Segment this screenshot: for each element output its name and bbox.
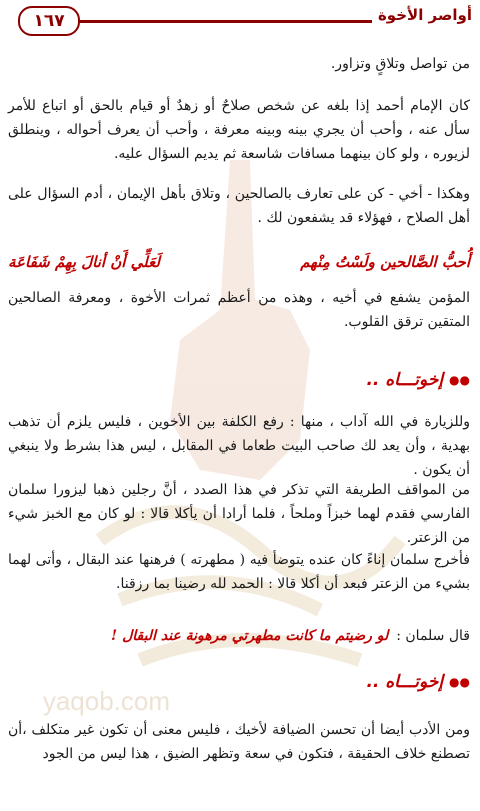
section-heading-1	[366, 370, 470, 390]
paragraph-3: وهكذا - أخي - كن على تعارف بالصالحين ، وتلاق بأهل الإيمان ، أدم السؤال على أهل الصلاح ، فهؤلاء قد يشفعون لك .	[8, 186, 470, 226]
quote-intro: قال سلمان :	[396, 628, 470, 644]
section1-paragraph-2: من المواقف الطريفة التي تذكر في هذا الصدد ، أنَّ رجلين ذهبا ليزورا سلمان الفارسي فقدم لهما خبزاً وملحاً ، فلما أرادا أن يأكلا قالا : لو كان مع الخبز شيء من الزعتر.	[8, 482, 470, 546]
page-number: ١٦٧	[18, 6, 80, 36]
paragraph-2: كان الإمام أحمد إذا بلغه عن شخص صلاحٌ أو زهدٌ أو قيام بالحق أو اتباع للأمر سأل عنه ، وأحب أن يجري بينه وبينه معرفة ، وأحب أن يعرف أحواله ، وينطلق لزيوره ، ولو كان بينهما مسافات شاسعة ثم يديم السؤال عليه.	[8, 98, 470, 162]
section1-paragraph-3: فأخرج سلمان إناءً كان عنده يتوضأ فيه ( مطهرته ) فرهنها عند البقال ، وأتى لهما بشيء من الزعتر فبعد أن أكلا قالا : الحمد لله رضينا بما رزقنا.	[8, 552, 470, 592]
header-rule	[78, 20, 372, 23]
quote-text: لو رضيتم ما كانت مطهرتي مرهونة عند البقال !	[111, 628, 389, 644]
section1-paragraph-1: وللزيارة في الله آداب ، منها : رفع الكلفة بين الأخوين ، فليس يلزم أن تذهب بهدية ، وأن يعد لك صاحب البيت طعاما في المقابل ، ليس هذا بشرط ولا ينبغي أن يكون .	[8, 414, 470, 478]
running-header-title: أواصر الأخوة	[377, 6, 472, 24]
verse-second-hemistich: لَعَلِّي أَنْ أنالَ بِهِمْ شَفَاعَة	[8, 253, 160, 271]
section-heading-1-text: إخوتـــاه ..	[366, 370, 444, 390]
verse-first-hemistich: أُحبُّ الصَّالحين ولَسْتُ مِنْهم	[300, 253, 470, 271]
section-heading-2	[366, 672, 470, 692]
poem-verse	[8, 250, 470, 274]
paragraph-1: من تواصل وتلاقٍ وتزاور.	[330, 56, 470, 72]
salman-quote	[8, 624, 470, 648]
section-heading-2-text: إخوتـــاه ..	[366, 672, 444, 692]
watermark-site-text: yaqob.com	[42, 686, 170, 716]
paragraph-after-verse: المؤمن يشفع في أخيه ، وهذه من أعظم ثمرات الأخوة ، ومعرفة الصالحين المتقين ترقق القلوب.	[8, 290, 470, 330]
section2-paragraph: ومن الأدب أيضا أن تحسن الضيافة لأخيك ، فليس معنى أن تكون غير متكلف ،أن تصطنع خلاف الحقيقة ، فتكون في سعة وتظهر الضيق ، هذا ليس من الجود	[8, 722, 470, 762]
bullet-icon: ●●	[449, 675, 470, 689]
bullet-icon: ●●	[449, 373, 470, 387]
